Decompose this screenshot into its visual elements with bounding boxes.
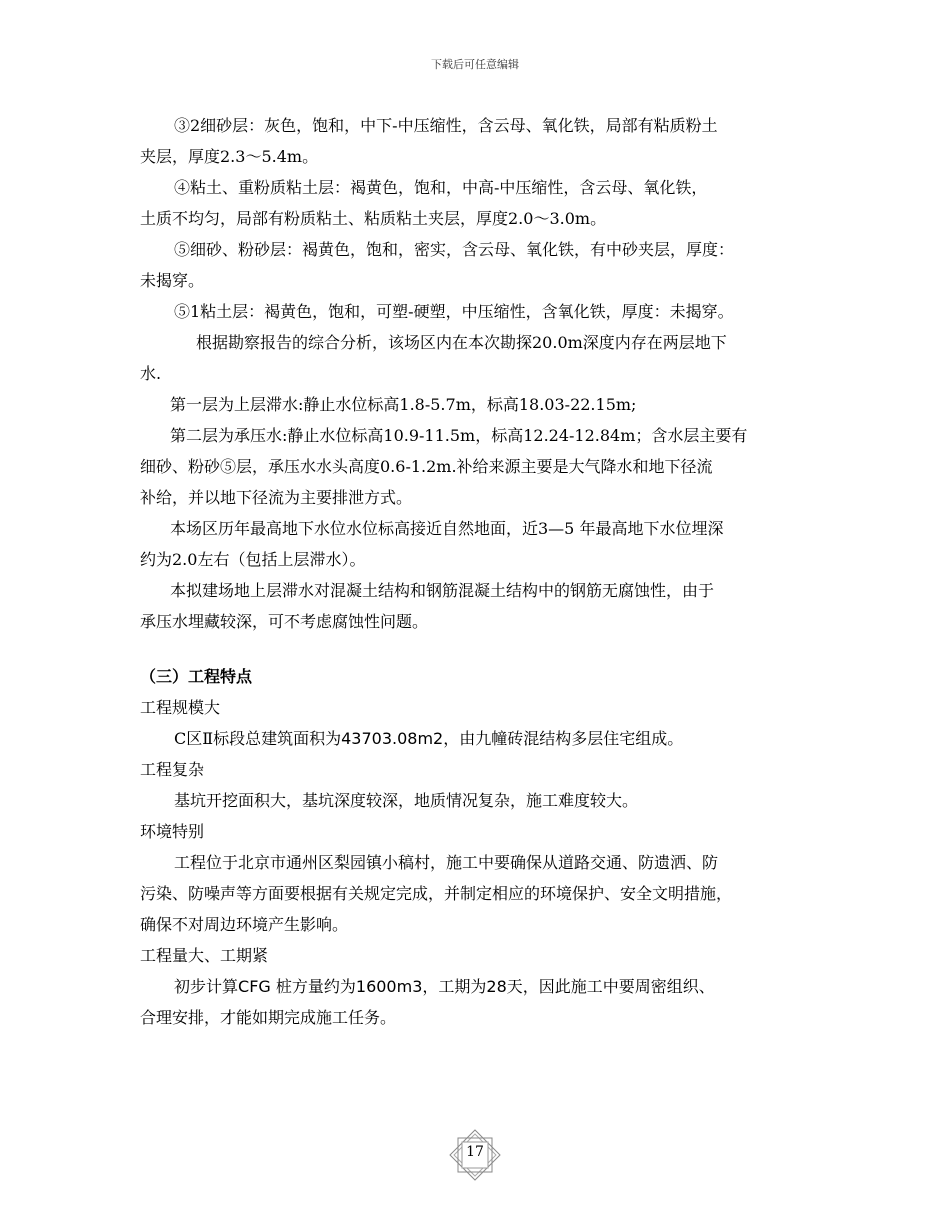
paragraph-highest-water-line1: 本场区历年最高地下水位水位标高接近自然地面，近3—5 年最高地下水位埋深 [170,519,724,538]
schedule-text-c: 桩方量约为 [270,977,356,996]
subsection-title-environment: 环境特别 [140,822,205,841]
schedule-days-value: 28 [486,977,507,996]
page-number: 17 [466,1144,484,1160]
subsection-title-complex: 工程复杂 [140,760,205,779]
paragraph-groundwater-line2: 水. [140,364,162,383]
schedule-text-g: 天，因此施工中要周密组织、 [506,977,715,996]
paragraph-highest-water-line2: 约为2.0左右（包括上层滞水）。 [140,550,366,569]
schedule-text-e: ，工期为 [422,977,487,996]
section-heading: （三）工程特点 [140,667,253,686]
page-number-badge [448,1128,502,1182]
subsection-text-environment-line2: 污染、防噪声等方面要根据有关规定完成，并制定相应的环境保护、安全文明措施， [140,884,733,903]
paragraph-corrosion-line1: 本拟建场地上层滞水对混凝土结构和钢筋混凝土结构中的钢筋无腐蚀性，由于 [170,581,715,600]
subsection-text-environment-line1: 工程位于北京市通州区梨园镇小稿村，施工中要确保从道路交通、防遗洒、防 [174,853,719,872]
scale-area-value: 43703.08m2 [341,729,444,748]
scale-text-c: ，由九幢砖混结构多层住宅组成。 [443,729,684,748]
scale-text-a: C区Ⅱ标段总建筑面积为 [174,729,342,748]
paragraph-silty-sand-line2: 未揭穿。 [140,271,205,290]
paragraph-clay-layer: ⑤1粘土层：褐黄色，饱和，可塑-硬塑，中压缩性，含氧化铁，厚度：未揭穿。 [174,302,734,321]
schedule-volume-value: 1600m3 [355,977,423,996]
subsection-text-schedule-line2: 合理安排，才能如期完成施工任务。 [140,1008,397,1027]
paragraph-clay-line1: ④粘土、重粉质粘土层：褐黄色，饱和，中高-中压缩性，含云母、氧化铁， [174,178,708,197]
paragraph-confined-water-line1: 第二层为承压水:静止水位标高10.9-11.5m，标高12.24-12.84m；含水层主要有 [170,426,748,445]
subsection-text-environment-line3: 确保不对周边环境产生影响。 [140,915,349,934]
schedule-text-a: 初步计算 [174,977,239,996]
document-body [140,110,830,1033]
subsection-text-complex: 基坑开挖面积大，基坑深度较深，地质情况复杂，施工难度较大。 [174,791,639,810]
subsection-text-scale [140,723,830,754]
paragraph-groundwater-line1: 根据勘察报告的综合分析，该场区内在本次勘探20.0m深度内存在两层地下 [196,333,727,352]
paragraph-confined-water-line2: 细砂、粉砂⑤层，承压水水头高度0.6-1.2m.补给来源主要是大气降水和地下径流 [140,457,713,476]
paragraph-clay-line2: 土质不均匀，局部有粉质粘土、粘质粘土夹层，厚度2.0～3.0m。 [140,209,607,228]
schedule-cfg: CFG [238,977,271,996]
paragraph-fine-sand-line2: 夹层，厚度2.3～5.4m。 [140,147,319,166]
paragraph-silty-sand-line1: ⑤细砂、粉砂层：褐黄色，饱和，密实，含云母、氧化铁，有中砂夹层，厚度： [174,240,735,259]
subsection-title-scale: 工程规模大 [140,698,221,717]
paragraph-confined-water-line3: 补给，并以地下径流为主要排泄方式。 [140,488,413,507]
paragraph-perched-water: 第一层为上层滞水:静止水位标高1.8-5.7m，标高18.03-22.15m; [170,395,637,414]
section-spacer [140,637,830,661]
subsection-text-schedule-line1 [140,971,830,1002]
paragraph-corrosion-line2: 承压水埋藏较深，可不考虑腐蚀性问题。 [140,612,429,631]
subsection-title-schedule: 工程量大、工期紧 [140,946,269,965]
paragraph-fine-sand-line1: ③2细砂层：灰色，饱和，中下-中压缩性，含云母、氧化铁，局部有粘质粉土 [174,116,718,135]
page-header: 下载后可任意编辑 [431,58,519,71]
